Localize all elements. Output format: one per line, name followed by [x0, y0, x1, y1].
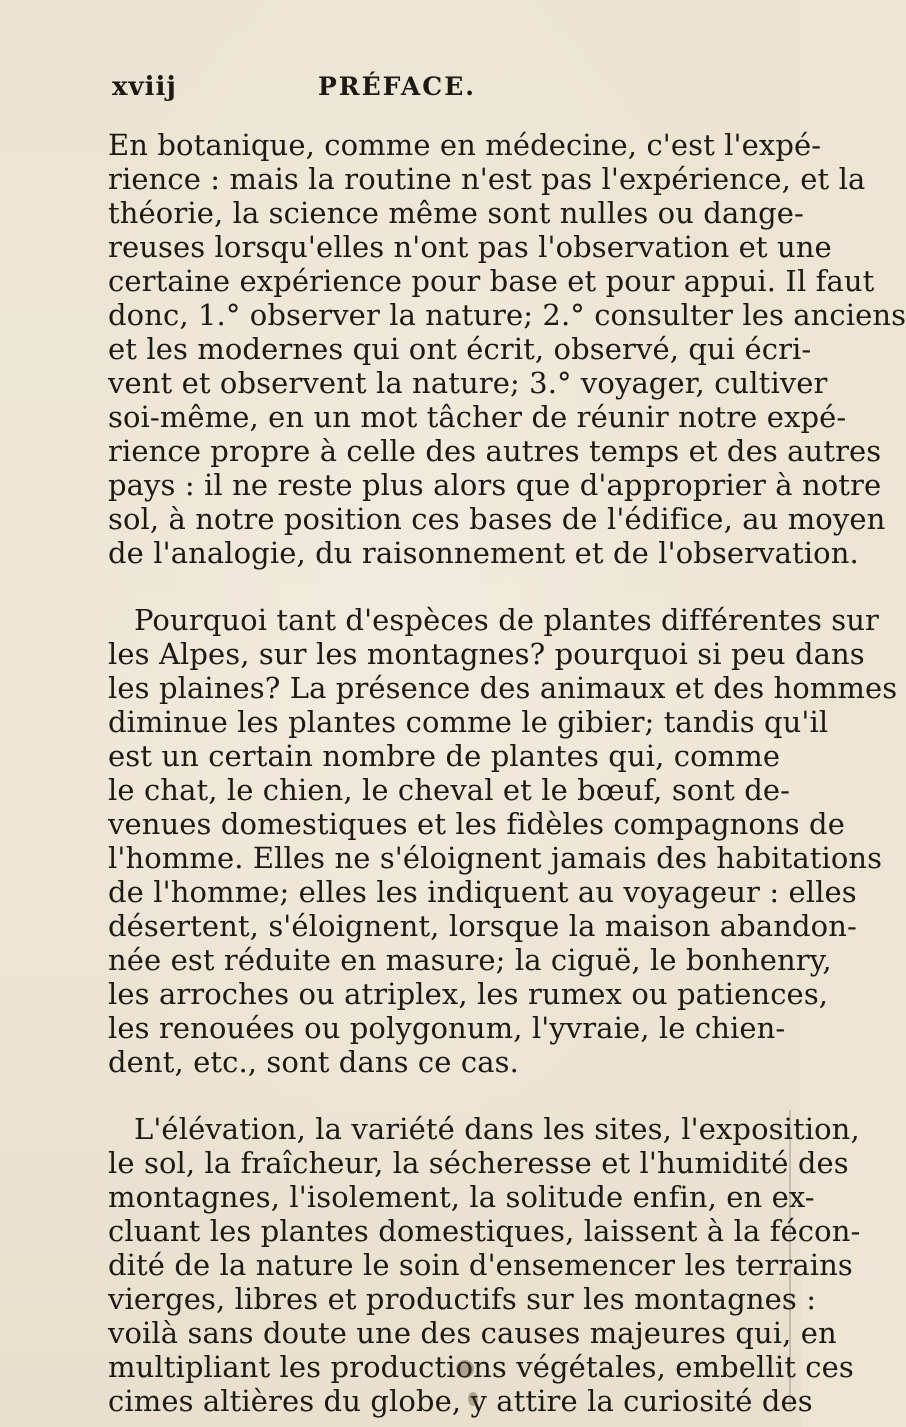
text-line: le sol, la fraîcheur, la sécheresse et l'humidité des [108, 1146, 849, 1180]
text-line: multipliant les productions végétales, embellit ces [108, 1350, 854, 1384]
text-line: de l'analogie, du raisonnement et de l'observation. [108, 536, 859, 570]
text-line: donc, 1.° observer la nature; 2.° consulter les anciens [108, 298, 906, 332]
text-line: reuses lorsqu'elles n'ont pas l'observation et une [108, 230, 832, 264]
page-edge-shadow [789, 1110, 791, 1410]
text-line: les arroches ou atriplex, les rumex ou patiences, [108, 977, 829, 1011]
text-line: les plaines? La présence des animaux et des hommes [108, 671, 898, 705]
text-line: soi-même, en un mot tâcher de réunir notre expé- [108, 400, 847, 434]
text-line: le chat, le chien, le cheval et le bœuf, sont de- [108, 773, 791, 807]
text-line: dité de la nature le soin d'ensemencer les terrains [108, 1248, 853, 1282]
text-line: rience : mais la routine n'est pas l'expérience, et la [108, 162, 866, 196]
text-line: dent, etc., sont dans ce cas. [108, 1045, 519, 1079]
paragraph-1 [108, 128, 906, 570]
page-header [112, 72, 752, 112]
text-line: rience propre à celle des autres temps et des autres [108, 434, 882, 468]
text-line: pays : il ne reste plus alors que d'approprier à notre [108, 468, 882, 502]
text-line: Pourquoi tant d'espèces de plantes différentes sur [134, 603, 880, 637]
text-line: certaine expérience pour base et pour appui. Il faut [108, 264, 875, 298]
text-line: venues domestiques et les fidèles compagnons de [108, 807, 845, 841]
text-line: et les modernes qui ont écrit, observé, qui écri- [108, 332, 812, 366]
text-line: cluant les plantes domestiques, laissent à la fécon- [108, 1214, 861, 1248]
text-line: cimes altières du globe, y attire la curiosité des [108, 1384, 813, 1418]
paragraph-3 [108, 1112, 861, 1418]
running-head: PRÉFACE. [318, 72, 476, 101]
text-line: L'élévation, la variété dans les sites, l'exposition, [134, 1112, 860, 1146]
body-text [108, 128, 906, 1418]
text-line: les Alpes, sur les montagnes? pourquoi si peu dans [108, 637, 865, 671]
text-line: sol, à notre position ces bases de l'édifice, au moyen [108, 502, 886, 536]
paragraph-gap [108, 570, 768, 603]
text-line: diminue les plantes comme le gibier; tandis qu'il [108, 705, 829, 739]
text-line: montagnes, l'isolement, la solitude enfin, en ex- [108, 1180, 815, 1214]
ink-smudge [456, 1360, 474, 1378]
ink-smudge [468, 1392, 478, 1406]
paragraph-gap [108, 1079, 768, 1112]
text-line: est un certain nombre de plantes qui, comme [108, 739, 781, 773]
page-number: xviij [112, 72, 177, 102]
text-line: de l'homme; elles les indiquent au voyageur : elles [108, 875, 857, 909]
paragraph-2 [108, 603, 898, 1079]
text-line: née est réduite en masure; la ciguë, le bonhenry, [108, 943, 832, 977]
text-line: En botanique, comme en médecine, c'est l'expé- [108, 128, 822, 162]
text-line: vierges, libres et productifs sur les montagnes : [108, 1282, 817, 1316]
text-line: vent et observent la nature; 3.° voyager, cultiver [108, 366, 828, 400]
text-line: théorie, la science même sont nulles ou dange- [108, 196, 804, 230]
text-line: voilà sans doute une des causes majeures qui, en [108, 1316, 837, 1350]
text-line: désertent, s'éloignent, lorsque la maison abandon- [108, 909, 857, 943]
text-line: les renouées ou polygonum, l'yvraie, le chien- [108, 1011, 786, 1045]
text-line: l'homme. Elles ne s'éloignent jamais des habitations [108, 841, 883, 875]
